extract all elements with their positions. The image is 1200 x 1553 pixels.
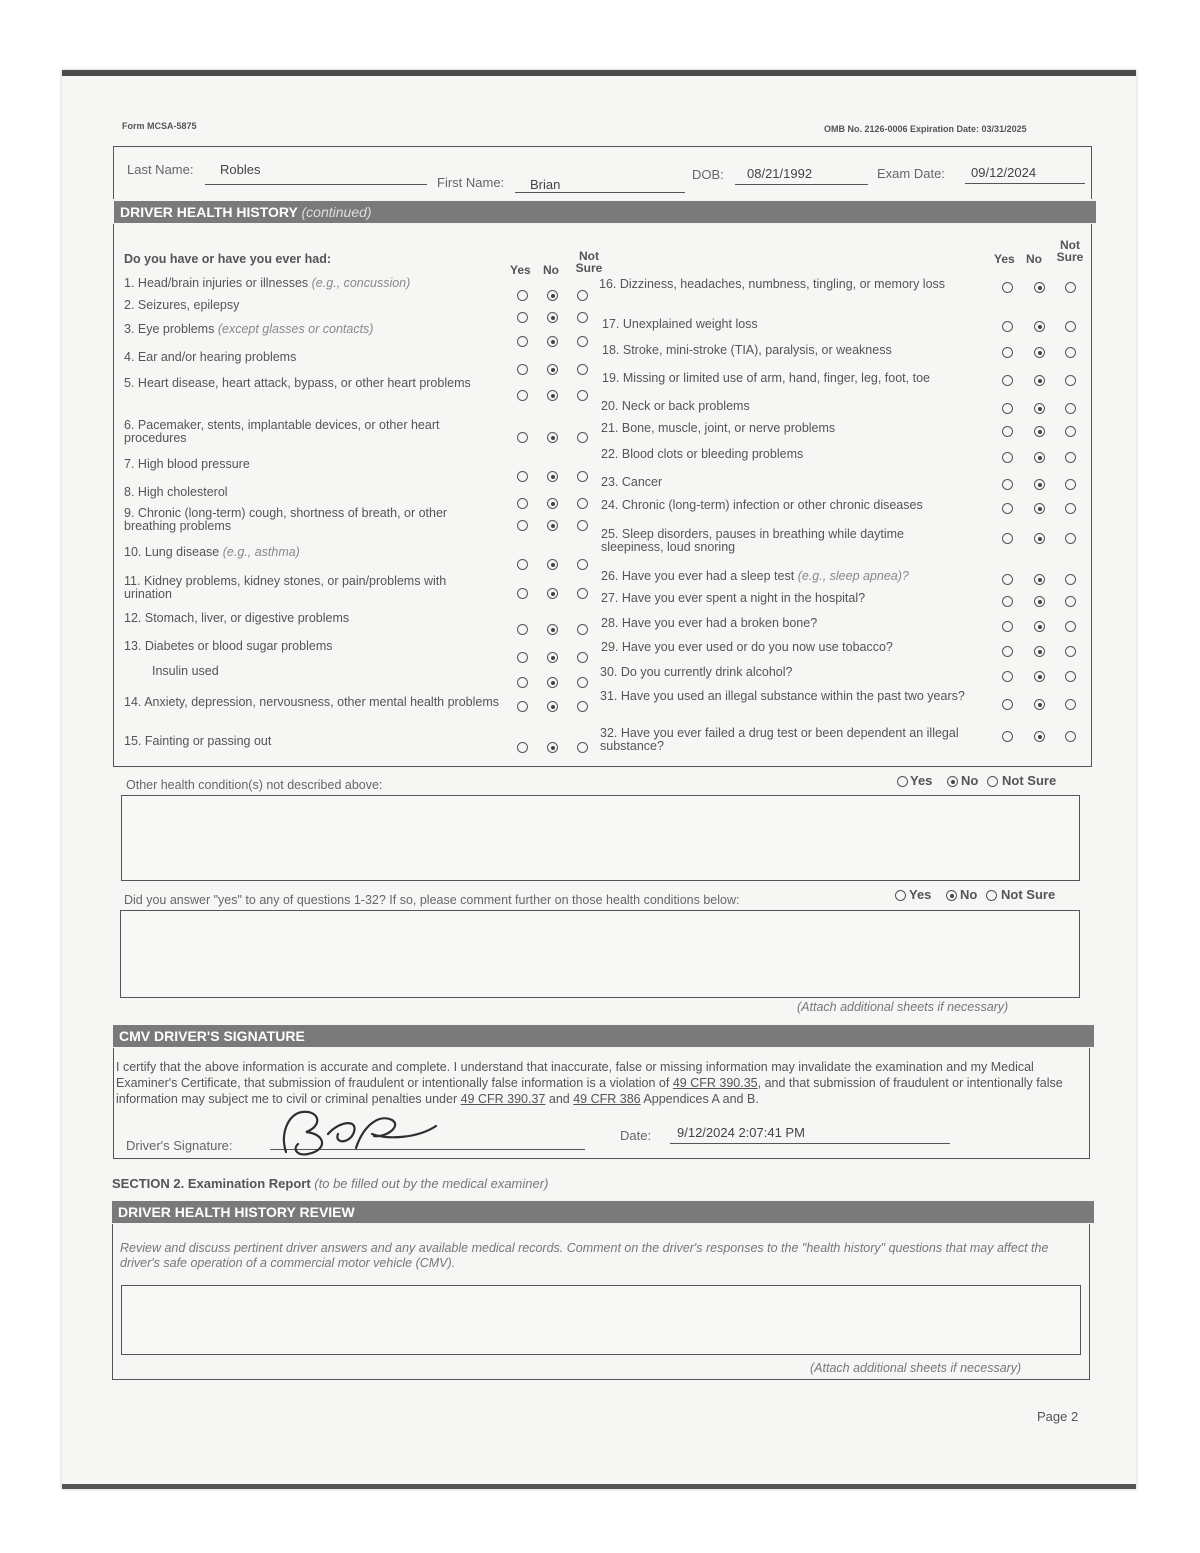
left-q7-yes-radio[interactable]: [517, 471, 528, 482]
yes-comment-label: Did you answer "yes" to any of questions 1-32? If so, please comment further on those health conditions below:: [124, 893, 740, 907]
dob-underline: [735, 184, 868, 185]
right-q16-no-radio[interactable]: [1034, 282, 1045, 293]
right-q23-no-radio[interactable]: [1034, 479, 1045, 490]
right-q23-not-sure-radio[interactable]: [1065, 479, 1076, 490]
right-q31-not-sure-radio[interactable]: [1065, 699, 1076, 710]
left-q6-no-radio[interactable]: [547, 432, 558, 443]
right-q16-yes-radio[interactable]: [1002, 282, 1013, 293]
last-name-underline: [205, 184, 427, 185]
attach-note: (Attach additional sheets if necessary): [797, 1000, 1009, 1014]
other-yes-radio[interactable]: [897, 776, 908, 787]
question-14: 14. Anxiety, depression, nervousness, other mental health problems: [124, 695, 500, 709]
question-19: 19. Missing or limited use of arm, hand, finger, leg, foot, toe: [602, 371, 930, 385]
left-q10-not-sure-radio[interactable]: [577, 559, 588, 570]
page-number: Page 2: [1037, 1409, 1079, 1424]
right-q21-not-sure-radio[interactable]: [1065, 426, 1076, 437]
exam-date-label: Exam Date:: [877, 166, 945, 181]
left-q11-not-sure-radio[interactable]: [577, 588, 588, 599]
left-q6-yes-radio[interactable]: [517, 432, 528, 443]
left-q14-yes-radio[interactable]: [517, 701, 528, 712]
left-qinsulin-not-sure-radio[interactable]: [577, 677, 588, 688]
question-17: 17. Unexplained weight loss: [602, 317, 758, 331]
question-26: 26. Have you ever had a sleep test (e.g., sleep apnea)?: [601, 569, 909, 583]
right-header-yes: Yes: [994, 252, 1015, 266]
left-q7-no-radio[interactable]: [547, 471, 558, 482]
right-q19-yes-radio[interactable]: [1002, 375, 1013, 386]
question-11: 11. Kidney problems, kidney stones, or pain/problems with urination: [124, 574, 447, 601]
scan-background: [0, 0, 1200, 72]
question-9: 9. Chronic (long-term) cough, shortness of breath, or other breathing problems: [124, 506, 448, 533]
right-q21-no-radio[interactable]: [1034, 426, 1045, 437]
question-13-insulin: Insulin used: [152, 664, 219, 678]
yes-comment-no-radio[interactable]: [946, 890, 957, 901]
question-5: 5. Heart disease, heart attack, bypass, or other heart problems: [124, 376, 471, 390]
right-q32-not-sure-radio[interactable]: [1065, 731, 1076, 742]
right-q22-not-sure-radio[interactable]: [1065, 452, 1076, 463]
left-q12-no-radio[interactable]: [547, 624, 558, 635]
right-q28-not-sure-radio[interactable]: [1065, 621, 1076, 632]
right-q27-not-sure-radio[interactable]: [1065, 596, 1076, 607]
left-q6-not-sure-radio[interactable]: [577, 432, 588, 443]
section-2-heading: SECTION 2. Examination Report (to be filled out by the medical examiner): [112, 1176, 549, 1191]
right-q28-yes-radio[interactable]: [1002, 621, 1013, 632]
left-q3-yes-radio[interactable]: [517, 336, 528, 347]
question-29: 29. Have you ever used or do you now use tobacco?: [601, 640, 893, 654]
right-q30-yes-radio[interactable]: [1002, 671, 1013, 682]
left-q9-not-sure-radio[interactable]: [577, 520, 588, 531]
question-12: 12. Stomach, liver, or digestive problems: [124, 611, 350, 625]
other-not-sure-radio[interactable]: [987, 776, 998, 787]
left-q5-yes-radio[interactable]: [517, 390, 528, 401]
left-q9-yes-radio[interactable]: [517, 520, 528, 531]
left-q15-no-radio[interactable]: [547, 742, 558, 753]
right-q31-yes-radio[interactable]: [1002, 699, 1013, 710]
right-q25-yes-radio[interactable]: [1002, 533, 1013, 544]
right-q17-no-radio[interactable]: [1034, 321, 1045, 332]
right-q22-no-radio[interactable]: [1034, 452, 1045, 463]
other-conditions-textarea[interactable]: [121, 795, 1080, 881]
first-name-underline: [515, 192, 685, 193]
question-16: 16. Dizziness, headaches, numbness, tingling, or memory loss: [599, 277, 946, 291]
yes-comment-yes-radio[interactable]: [895, 890, 906, 901]
left-q12-yes-radio[interactable]: [517, 624, 528, 635]
dob-field[interactable]: 08/21/1992: [747, 166, 813, 181]
left-q1-no-radio[interactable]: [547, 290, 558, 301]
right-q18-not-sure-radio[interactable]: [1065, 347, 1076, 358]
cfr-390-35-link[interactable]: 49 CFR 390.35: [672, 1076, 758, 1090]
left-q5-no-radio[interactable]: [547, 390, 558, 401]
left-q8-yes-radio[interactable]: [517, 498, 528, 509]
left-header-not-sure: Not Sure: [575, 249, 603, 275]
question-13: 13. Diabetes or blood sugar problems: [124, 639, 333, 653]
left-q4-yes-radio[interactable]: [517, 364, 528, 375]
right-q32-yes-radio[interactable]: [1002, 731, 1013, 742]
right-q28-no-radio[interactable]: [1034, 621, 1045, 632]
left-q2-no-radio[interactable]: [547, 312, 558, 323]
right-q20-not-sure-radio[interactable]: [1065, 403, 1076, 414]
left-q9-no-radio[interactable]: [547, 520, 558, 531]
question-25: 25. Sleep disorders, pauses in breathing while daytime sleepiness, loud snoring: [601, 527, 904, 554]
omb-number: OMB No. 2126-0006 Expiration Date: 03/31/2025: [824, 124, 1027, 134]
yes-comment-no-label: No: [960, 887, 978, 902]
left-header-yes: Yes: [510, 263, 531, 277]
question-32: 32. Have you ever failed a drug test or been dependent an illegal substance?: [600, 726, 959, 753]
cfr-386-link[interactable]: 49 CFR 386: [573, 1092, 641, 1106]
health-history-suffix: (continued): [301, 204, 372, 220]
right-q31-no-radio[interactable]: [1034, 699, 1045, 710]
question-15: 15. Fainting or passing out: [124, 734, 272, 748]
driver-signature[interactable]: [268, 1104, 443, 1160]
driver-signature-label: Driver's Signature:: [126, 1138, 233, 1153]
right-header-not-sure: Not Sure: [1056, 238, 1084, 264]
question-22: 22. Blood clots or bleeding problems: [601, 447, 804, 461]
question-28: 28. Have you ever had a broken bone?: [601, 616, 818, 630]
right-q19-no-radio[interactable]: [1034, 375, 1045, 386]
left-q5-not-sure-radio[interactable]: [577, 390, 588, 401]
signature-date-field[interactable]: 9/12/2024 2:07:41 PM: [677, 1125, 805, 1140]
right-q24-yes-radio[interactable]: [1002, 503, 1013, 514]
yes-comment-yes-label: Yes: [909, 887, 932, 902]
left-q15-not-sure-radio[interactable]: [577, 742, 588, 753]
left-header-no: No: [543, 263, 559, 277]
right-header-no: No: [1026, 252, 1042, 266]
right-q24-not-sure-radio[interactable]: [1065, 503, 1076, 514]
question-30: 30. Do you currently drink alcohol?: [600, 665, 793, 679]
review-textarea[interactable]: [121, 1285, 1081, 1355]
left-q2-not-sure-radio[interactable]: [577, 312, 588, 323]
right-q25-not-sure-radio[interactable]: [1065, 533, 1076, 544]
left-q10-yes-radio[interactable]: [517, 559, 528, 570]
left-q13-yes-radio[interactable]: [517, 652, 528, 663]
question-4: 4. Ear and/or hearing problems: [124, 350, 297, 364]
right-q17-yes-radio[interactable]: [1002, 321, 1013, 332]
right-q29-not-sure-radio[interactable]: [1065, 646, 1076, 657]
right-q32-no-radio[interactable]: [1034, 731, 1045, 742]
left-q15-yes-radio[interactable]: [517, 742, 528, 753]
question-27: 27. Have you ever spent a night in the hospital?: [601, 591, 866, 605]
health-history-bar: [114, 201, 1096, 223]
question-20: 20. Neck or back problems: [601, 399, 750, 413]
left-q10-no-radio[interactable]: [547, 559, 558, 570]
left-q3-not-sure-radio[interactable]: [577, 336, 588, 347]
yes-comment-not-sure-label: Not Sure: [1001, 887, 1056, 902]
question-18: 18. Stroke, mini-stroke (TIA), paralysis, or weakness: [602, 343, 892, 357]
first-name-label: First Name:: [437, 175, 505, 190]
last-name-field[interactable]: Robles: [220, 162, 261, 177]
health-history-title: DRIVER HEALTH HISTORY: [120, 204, 298, 220]
left-q8-not-sure-radio[interactable]: [577, 498, 588, 509]
left-qinsulin-yes-radio[interactable]: [517, 677, 528, 688]
right-q18-no-radio[interactable]: [1034, 347, 1045, 358]
question-24: 24. Chronic (long-term) infection or other chronic diseases: [601, 498, 923, 512]
right-q24-no-radio[interactable]: [1034, 503, 1045, 514]
right-q22-yes-radio[interactable]: [1002, 452, 1013, 463]
right-q21-yes-radio[interactable]: [1002, 426, 1013, 437]
right-q16-not-sure-radio[interactable]: [1065, 282, 1076, 293]
right-q30-no-radio[interactable]: [1034, 671, 1045, 682]
other-conditions-label: Other health condition(s) not described above:: [126, 778, 383, 792]
question-10: 10. Lung disease (e.g., asthma): [124, 545, 300, 559]
question-8: 8. High cholesterol: [124, 485, 228, 499]
question-2: 2. Seizures, epilepsy: [124, 298, 240, 312]
question-3: 3. Eye problems (except glasses or contacts): [124, 322, 374, 336]
right-q27-no-radio[interactable]: [1034, 596, 1045, 607]
left-q8-no-radio[interactable]: [547, 498, 558, 509]
right-q26-yes-radio[interactable]: [1002, 574, 1013, 585]
right-q29-yes-radio[interactable]: [1002, 646, 1013, 657]
left-q14-no-radio[interactable]: [547, 701, 558, 712]
left-q13-no-radio[interactable]: [547, 652, 558, 663]
right-q18-yes-radio[interactable]: [1002, 347, 1013, 358]
left-q1-yes-radio[interactable]: [517, 290, 528, 301]
last-name-label: Last Name:: [127, 162, 194, 177]
question-23: 23. Cancer: [601, 475, 663, 489]
date-underline: [670, 1143, 950, 1144]
right-q17-not-sure-radio[interactable]: [1065, 321, 1076, 332]
other-no-label: No: [961, 773, 979, 788]
question-1: 1. Head/brain injuries or illnesses (e.g., concussion): [124, 276, 411, 290]
exam-date-underline: [965, 183, 1085, 184]
left-q4-not-sure-radio[interactable]: [577, 364, 588, 375]
left-q4-no-radio[interactable]: [547, 364, 558, 375]
history-prompt: Do you have or have you ever had:: [124, 252, 332, 266]
right-q20-no-radio[interactable]: [1034, 403, 1045, 414]
left-q11-yes-radio[interactable]: [517, 588, 528, 599]
right-q27-yes-radio[interactable]: [1002, 596, 1013, 607]
left-q1-not-sure-radio[interactable]: [577, 290, 588, 301]
right-q23-yes-radio[interactable]: [1002, 479, 1013, 490]
question-6: 6. Pacemaker, stents, implantable devices, or other heart procedures: [124, 418, 440, 445]
question-31: 31. Have you used an illegal substance within the past two years?: [600, 689, 965, 703]
form-id: Form MCSA-5875: [122, 121, 197, 131]
left-q7-not-sure-radio[interactable]: [577, 471, 588, 482]
date-label: Date:: [620, 1128, 652, 1143]
right-q19-not-sure-radio[interactable]: [1065, 375, 1076, 386]
left-qinsulin-no-radio[interactable]: [547, 677, 558, 688]
right-q26-not-sure-radio[interactable]: [1065, 574, 1076, 585]
yes-comment-textarea[interactable]: [120, 910, 1080, 998]
review-instructions: Review and discuss pertinent driver answers and any available medical records. Comment on the driver's responses to the "health history" questions that may affect the driver's safe operation of a commercial motor vehicle (CMV).: [120, 1241, 1049, 1270]
left-q13-not-sure-radio[interactable]: [577, 652, 588, 663]
yes-comment-not-sure-radio[interactable]: [986, 890, 997, 901]
first-name-field[interactable]: Brian: [530, 177, 561, 192]
review-attach-note: (Attach additional sheets if necessary): [810, 1361, 1022, 1375]
right-q20-yes-radio[interactable]: [1002, 403, 1013, 414]
question-21: 21. Bone, muscle, joint, or nerve problems: [601, 421, 836, 435]
signature-bar: CMV DRIVER'S SIGNATURE: [113, 1025, 1094, 1047]
right-q29-no-radio[interactable]: [1034, 646, 1045, 657]
certification-text: I certify that the above information is accurate and complete. I understand that inaccurate, false or missing information may invalidate the examination and my Medical Examiner's Certificate, that submission of fraudulent or intentionally false information is a violation of 49 CFR 390.35, and that submission of fraudulent or intentionally false information may subject me to civil or criminal penalties under 49 CFR 390.37 and 49 CFR 386 Appendices A and B.: [116, 1060, 1063, 1106]
other-yes-label: Yes: [910, 773, 933, 788]
right-q25-no-radio[interactable]: [1034, 533, 1045, 544]
right-q26-no-radio[interactable]: [1034, 574, 1045, 585]
left-q11-no-radio[interactable]: [547, 588, 558, 599]
review-bar: DRIVER HEALTH HISTORY REVIEW: [112, 1201, 1094, 1223]
left-q14-not-sure-radio[interactable]: [577, 701, 588, 712]
left-q12-not-sure-radio[interactable]: [577, 624, 588, 635]
other-not-sure-label: Not Sure: [1002, 773, 1057, 788]
dob-label: DOB:: [692, 167, 724, 182]
cfr-390-37-link[interactable]: 49 CFR 390.37: [460, 1092, 546, 1106]
exam-date-field[interactable]: 09/12/2024: [971, 165, 1037, 180]
question-7: 7. High blood pressure: [124, 457, 250, 471]
left-q2-yes-radio[interactable]: [517, 312, 528, 323]
left-q3-no-radio[interactable]: [547, 336, 558, 347]
other-no-radio[interactable]: [947, 776, 958, 787]
right-q30-not-sure-radio[interactable]: [1065, 671, 1076, 682]
